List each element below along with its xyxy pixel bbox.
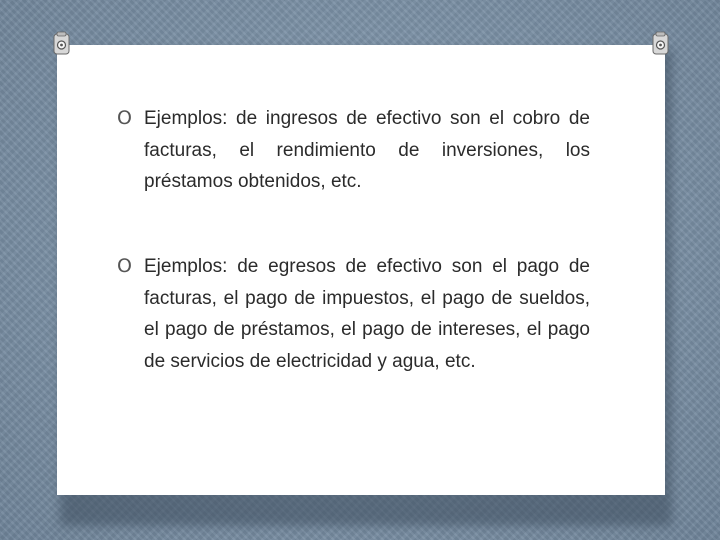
bullet-item-egresos <box>117 251 590 377</box>
bullet-item-ingresos <box>117 103 590 198</box>
pin-icon <box>52 31 71 56</box>
pin-icon <box>651 31 670 56</box>
bullet-marker: O <box>117 107 132 129</box>
bullet-marker: O <box>117 255 132 277</box>
bullet-text: Ejemplos: de egresos de efectivo son el pago de facturas, el pago de impuestos, el pago de sueldos, el pago de préstamos, el pago de intereses, el pago de servicios de electricidad y agua, etc. <box>144 256 590 372</box>
bullet-text: Ejemplos: de ingresos de efectivo son el cobro de facturas, el rendimiento de inversiones, los préstamos obtenidos, etc. <box>144 108 590 192</box>
